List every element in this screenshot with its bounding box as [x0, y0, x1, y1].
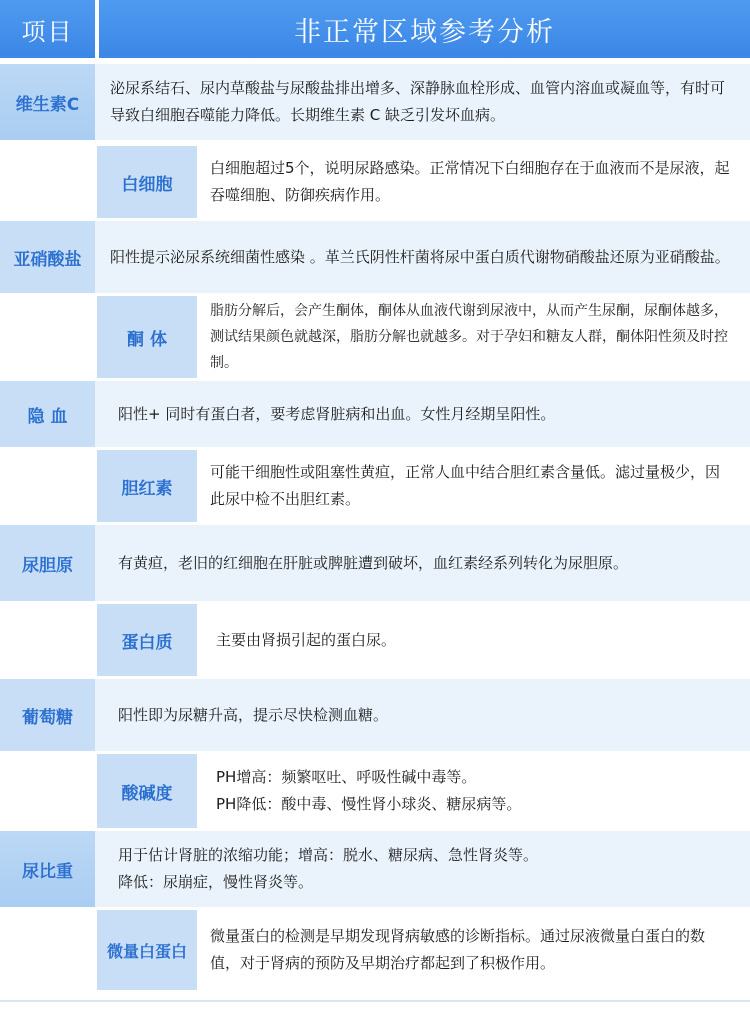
table-row — [0, 604, 750, 676]
row-label: 微量白蛋白 — [97, 910, 197, 990]
table-row — [0, 679, 750, 751]
row-text: 阳性+ 同时有蛋白者，要考虑肾脏病和出血。女性月经期呈阳性。 — [118, 404, 556, 423]
row-label: 隐 血 — [0, 381, 95, 447]
row-text: 脂肪分解后，会产生酮体，酮体从血液代谢到尿液中，从而产生尿酮，尿酮体越多，测试结果颜色就越深，脂肪分解也就越多。对于孕妇和糖友人群，酮体阳性须及时控制。 — [210, 303, 728, 371]
row-label: 酸碱度 — [97, 754, 197, 828]
row-text: 主要由肾损引起的蛋白尿。 — [216, 630, 397, 649]
table-row — [0, 64, 750, 140]
row-text: 白细胞超过5个，说明尿路感染。正常情况下白细胞存在于血液而不是尿液，起吞噬细胞、防御疾病作用。 — [210, 159, 730, 204]
row-label: 维生素C — [0, 64, 95, 140]
table-row — [0, 754, 750, 828]
row-text: 阳性即为尿糖升高，提示尽快检测血糖。 — [118, 705, 389, 724]
table-row — [0, 296, 750, 378]
row-label: 葡萄糖 — [0, 679, 95, 751]
table-row — [0, 221, 750, 293]
table-row — [0, 146, 750, 218]
row-label: 酮 体 — [97, 296, 197, 378]
row-label: 尿胆原 — [0, 525, 95, 601]
header-item-column: 项目 — [0, 0, 95, 58]
row-label: 亚硝酸盐 — [0, 221, 95, 293]
row-text: PH增高：频繁呕吐、呼吸性碱中毒等。 PH降低：酸中毒、慢性肾小球炎、糖尿病等。 — [216, 768, 522, 813]
table-row — [0, 831, 750, 907]
row-label: 尿比重 — [0, 831, 95, 907]
row-label: 蛋白质 — [97, 604, 197, 676]
row-text: 微量蛋白的检测是早期发现肾病敏感的诊断指标。通过尿液微量白蛋白的数值，对于肾病的预防及早期治疗都起到了积极作用。 — [210, 927, 706, 972]
row-text: 阳性提示泌尿系统细菌性感染 。革兰氏阴性杆菌将尿中蛋白质代谢物硝酸盐还原为亚硝酸盐。 — [110, 247, 730, 266]
header-analysis-column: 非正常区域参考分析 — [99, 0, 750, 58]
table-row — [0, 381, 750, 447]
row-label: 胆红素 — [97, 450, 197, 522]
row-text: 用于估计肾脏的浓缩功能；增高：脱水、糖尿病、急性肾炎等。 降低：尿崩症，慢性肾炎等。 — [118, 846, 539, 891]
bottom-divider — [0, 1000, 750, 1002]
row-text: 泌尿系结石、尿内草酸盐与尿酸盐排出增多、深静脉血栓形成、血管内溶血或凝血等，有时可导致白细胞吞噬能力降低。长期维生素 C 缺乏引发坏血病。 — [110, 79, 726, 124]
table-row — [0, 450, 750, 522]
table-header — [0, 0, 750, 58]
row-text: 有黄疸，老旧的红细胞在肝脏或脾脏遭到破坏，血红素经系列转化为尿胆原。 — [118, 553, 629, 572]
table-row — [0, 910, 750, 990]
table-row — [0, 525, 750, 601]
row-text: 可能干细胞性或阻塞性黄疸，正常人血中结合胆红素含量低。滤过量极少，因此尿中检不出胆红素。 — [210, 463, 721, 508]
row-label: 白细胞 — [97, 146, 197, 218]
